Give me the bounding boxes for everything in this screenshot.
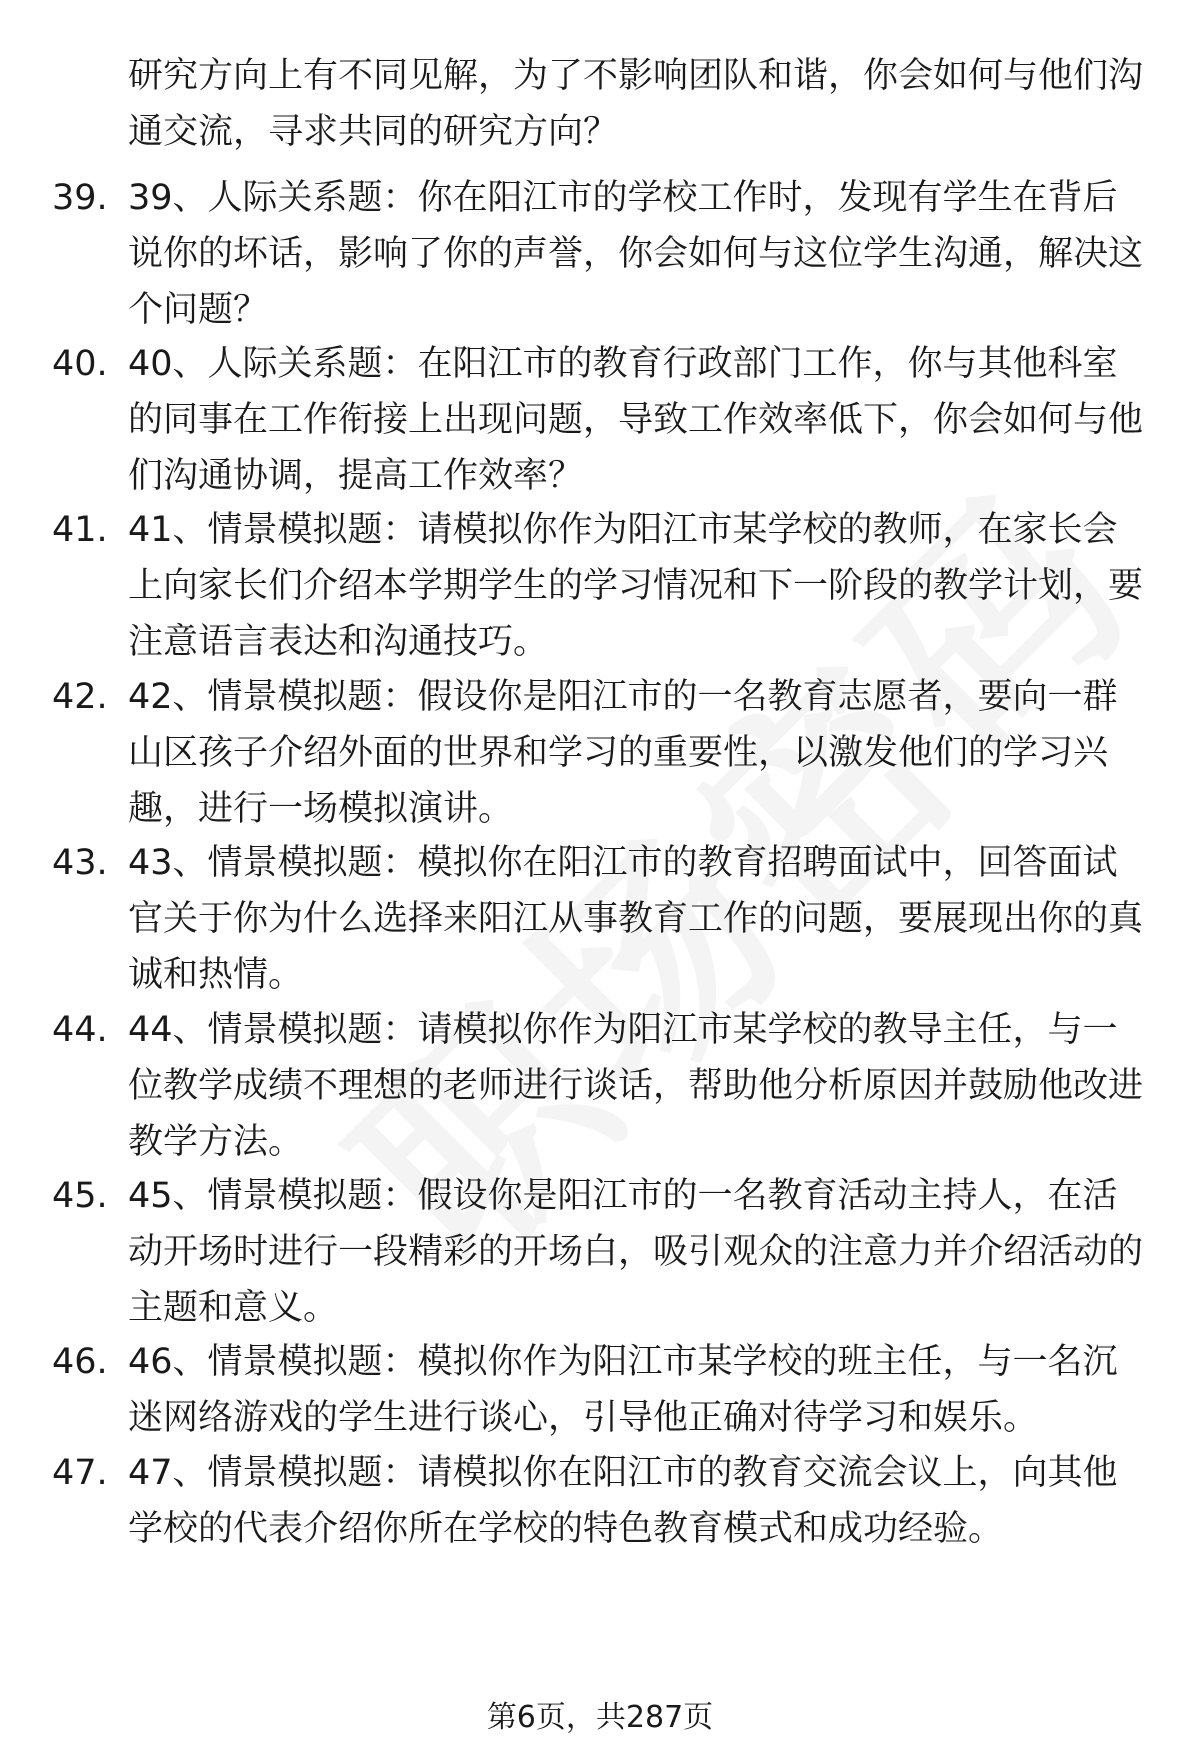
item-number: 47.	[52, 1453, 108, 1493]
page-footer: 第6页，共287页	[486, 1700, 714, 1735]
item-text: 39、人际关系题：你在阳江市的学校工作时，发现有学生在背后说你的坏话，影响了你的声誉，你会如何与这位学生沟通，解决这个问题？	[128, 178, 1144, 330]
item-text: 46、情景模拟题：模拟你作为阳江市某学校的班主任，与一名沉迷网络游戏的学生进行谈心，引导他正确对待学习和娱乐。	[128, 1342, 1118, 1438]
item-text: 43、情景模拟题：模拟你在阳江市的教育招聘面试中，回答面试官关于你为什么选择来阳江从事教育工作的问题，要展现出你的真诚和热情。	[128, 843, 1144, 995]
item-text: 44、情景模拟题：请模拟你作为阳江市某学校的教导主任，与一位教学成绩不理想的老师进行谈话，帮助他分析原因并鼓励他改进教学方法。	[128, 1010, 1144, 1162]
item-text: 40、人际关系题：在阳江市的教育行政部门工作，你与其他科室的同事在工作衔接上出现问题，导致工作效率低下，你会如何与他们沟通协调，提高工作效率？	[128, 344, 1144, 496]
item-number: 45.	[52, 1176, 108, 1216]
continuation-text: 研究方向上有不同见解，为了不影响团队和谐，你会如何与他们沟通交流，寻求共同的研究方向？	[128, 56, 1144, 152]
item-number: 39.	[52, 178, 108, 218]
item-text: 42、情景模拟题：假设你是阳江市的一名教育志愿者，要向一群山区孩子介绍外面的世界和学习的重要性，以激发他们的学习兴趣，进行一场模拟演讲。	[128, 677, 1118, 829]
item-number: 41.	[52, 510, 108, 550]
item-number: 44.	[52, 1010, 108, 1050]
item-text: 47、情景模拟题：请模拟你在阳江市的教育交流会议上，向其他学校的代表介绍你所在学校的特色教育模式和成功经验。	[128, 1453, 1118, 1549]
item-number: 46.	[52, 1342, 108, 1382]
item-text: 45、情景模拟题：假设你是阳江市的一名教育活动主持人，在活动开场时进行一段精彩的开场白，吸引观众的注意力并介绍活动的主题和意义。	[128, 1176, 1144, 1328]
item-text: 41、情景模拟题：请模拟你作为阳江市某学校的教师，在家长会上向家长们介绍本学期学生的学习情况和下一阶段的教学计划，要注意语言表达和沟通技巧。	[128, 510, 1144, 662]
item-number: 42.	[52, 677, 108, 717]
item-number: 40.	[52, 344, 108, 384]
item-number: 43.	[52, 843, 108, 883]
